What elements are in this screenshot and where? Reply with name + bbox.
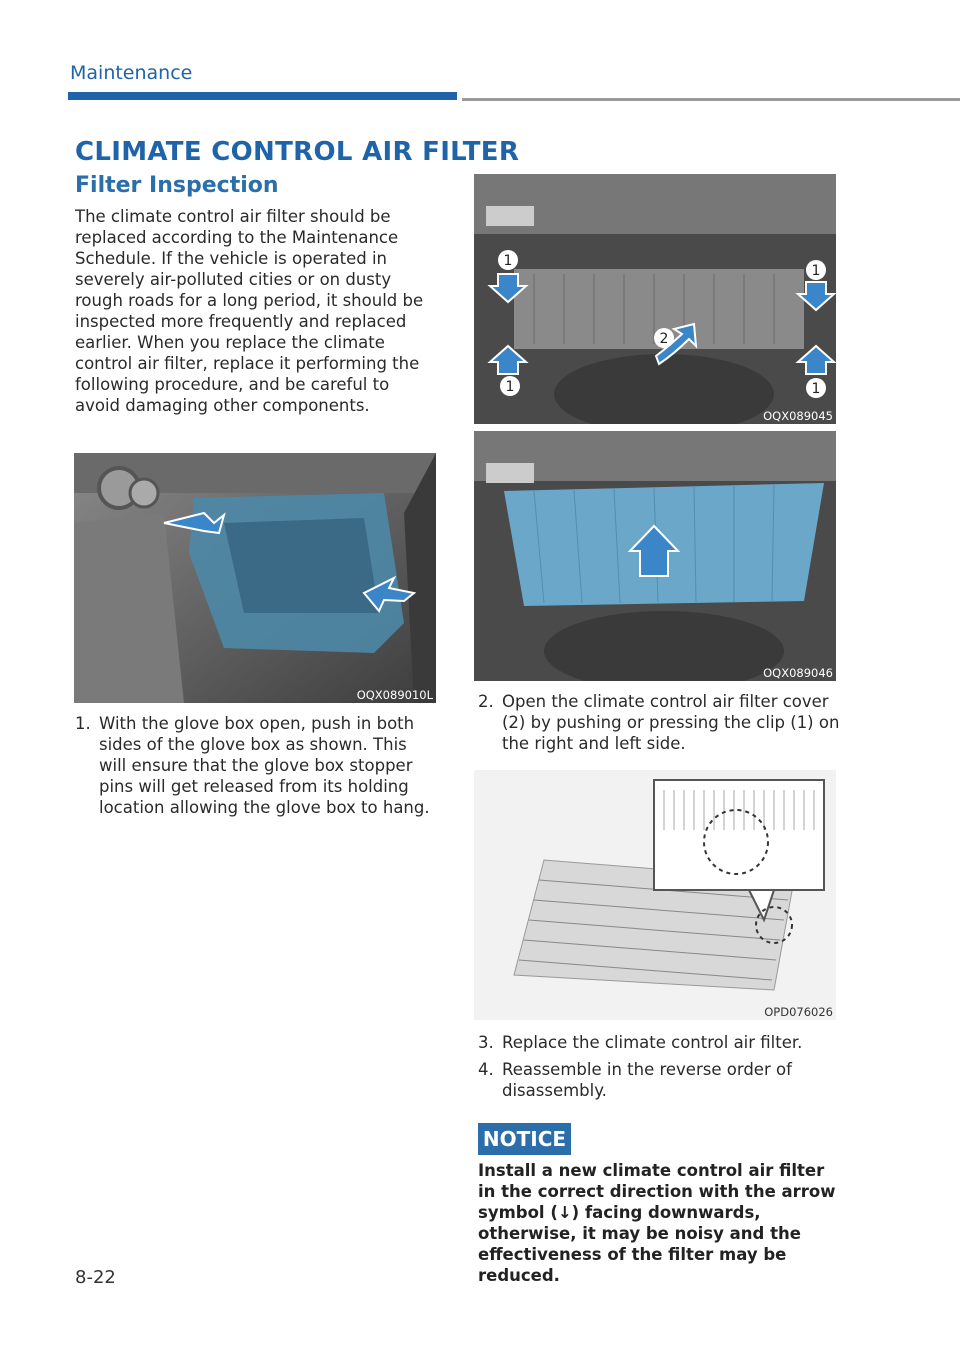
step-2: [478, 691, 843, 754]
header-rule-blue: [68, 92, 457, 100]
glovebox-illustration: [74, 453, 436, 703]
filter-direction-figure: [474, 770, 836, 1020]
step-number: 2.: [478, 692, 494, 711]
glovebox-figure: [74, 453, 436, 703]
filter-direction-illustration: [474, 770, 836, 1020]
step-1: [75, 713, 437, 818]
section-label: Maintenance: [70, 62, 193, 84]
step-text: Open the climate control air filter cover (2) by pushing or pressing the clip (1) on the right and left side.: [502, 692, 840, 753]
step-number: 1.: [75, 714, 91, 733]
page-number: 8-22: [75, 1267, 116, 1288]
figure-code: OQX089046: [763, 666, 833, 680]
filter-removal-illustration: [474, 431, 836, 681]
page-title: CLIMATE CONTROL AIR FILTER: [75, 137, 520, 167]
clips-figure: [474, 174, 836, 424]
step-text: With the glove box open, push in both sides of the glove box as shown. This will ensure that the glove box stopper pins will get released from its holding location allowing the glove box to hang.: [99, 714, 430, 817]
step-text: Reassemble in the reverse order of disassembly.: [502, 1060, 792, 1100]
callout-label: 1: [811, 263, 821, 279]
step-number: 4.: [478, 1060, 494, 1079]
figure-code: OQX089045: [763, 409, 833, 423]
notice-badge: NOTICE: [478, 1123, 571, 1155]
step-3: [478, 1032, 843, 1053]
figure-code: OPD076026: [764, 1005, 833, 1019]
step-text: Replace the climate control air filter.: [502, 1033, 803, 1052]
figure-code: OQX089010L: [356, 688, 433, 702]
notice-text: Install a new climate control air filter in the correct direction with the arrow symbol (↓) facing downwards, otherwise, it may be noisy and the effectiveness of the filter may be reduced.: [478, 1161, 836, 1285]
header-rule-gray: [462, 98, 960, 101]
clips-illustration: [474, 174, 836, 424]
filter-removal-figure: [474, 431, 836, 681]
callout-label: 1: [503, 253, 513, 269]
step-number: 3.: [478, 1033, 494, 1052]
callout-label: 1: [505, 379, 515, 395]
callout-label: 2: [659, 331, 669, 347]
step-4: [478, 1059, 843, 1101]
section-subtitle: Filter Inspection: [75, 173, 279, 198]
callout-label: 1: [811, 381, 821, 397]
intro-paragraph: The climate control air filter should be replaced according to the Maintenance Schedule. If the vehicle is operated in severely air-polluted cities or on dusty rough roads for a long period, it should be inspected more frequently and replaced earlier. When you replace the climate control air filter, replace it performing the following procedure, and be careful to avoid damaging other components.: [75, 207, 424, 415]
